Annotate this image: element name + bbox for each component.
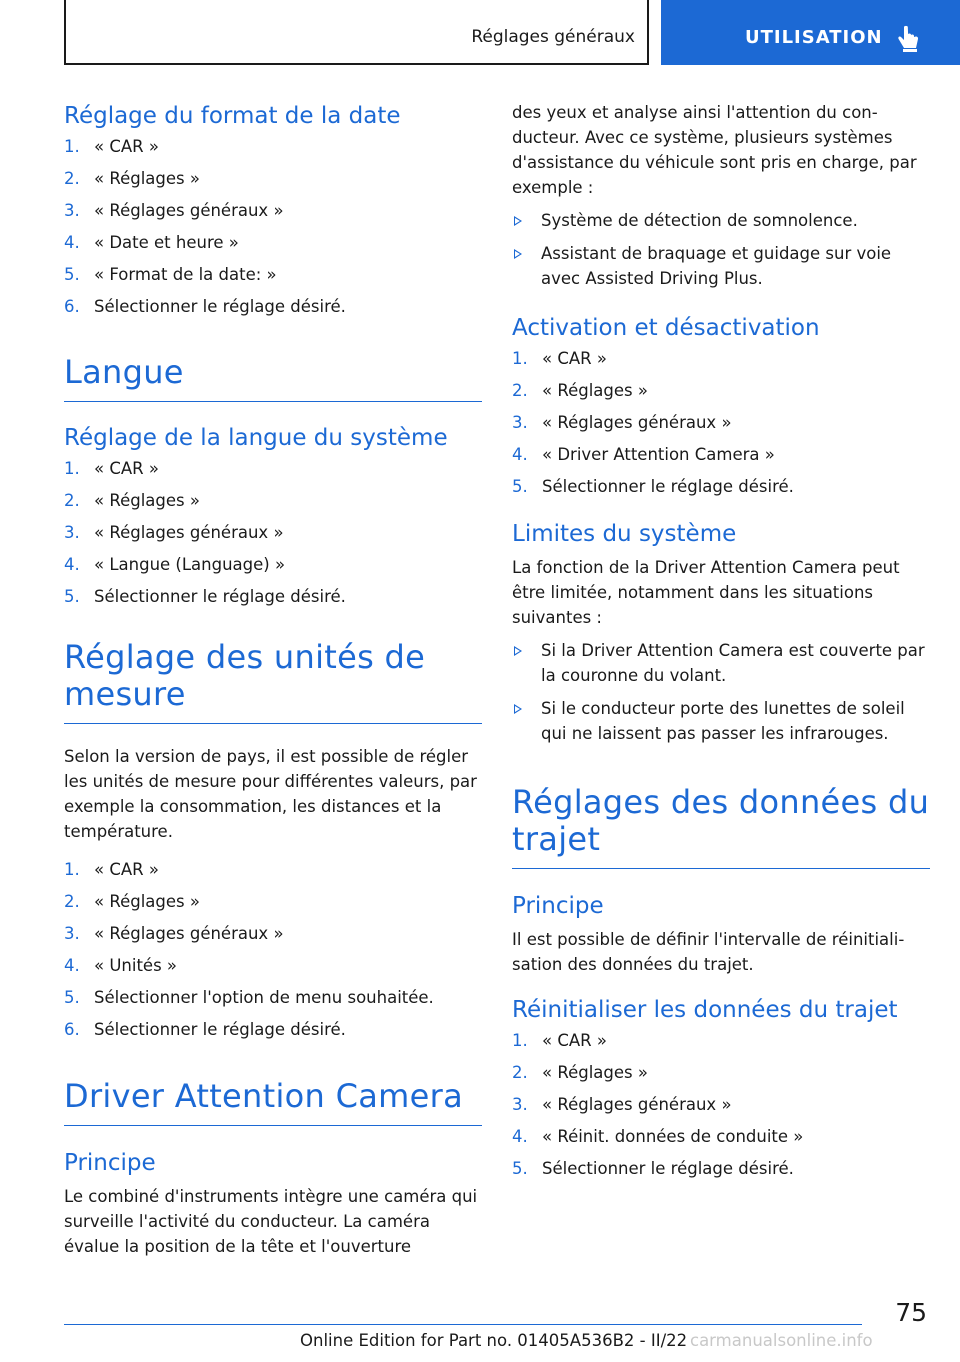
chapter-tab[interactable] [661, 0, 960, 65]
step-text: « CAR » [542, 349, 607, 368]
step-text: Sélectionner le réglage désiré. [94, 297, 346, 316]
triangle-bullet-icon [514, 704, 522, 714]
list-item [64, 886, 482, 918]
trip-data-rule [512, 868, 930, 869]
step-number: 2. [512, 1063, 528, 1082]
list-item [512, 343, 930, 375]
langue-rule [64, 401, 482, 402]
list-item [64, 195, 482, 227]
step-number: 2. [64, 491, 80, 510]
trip-data-title [512, 784, 930, 858]
step-text: « Réglages généraux » [94, 201, 284, 220]
list-item [512, 1057, 930, 1089]
section-title: Réglages généraux [471, 27, 635, 47]
hand-pointer-icon [895, 25, 921, 53]
step-number: 5. [512, 1159, 528, 1178]
driver-camera-title: Driver Attention Camera [64, 1077, 463, 1115]
date-format-heading: Réglage du format de la date [64, 103, 401, 129]
trip-data-title-line1: Réglages des données du [512, 783, 930, 821]
trip-principle-heading: Principe [512, 893, 604, 919]
watermark-text: carmanualsonline.info [690, 1331, 873, 1350]
driver-camera-rule [64, 1125, 482, 1126]
list-item [64, 227, 482, 259]
trip-reset-heading: Réinitialiser les données du trajet [512, 997, 898, 1023]
list-item [512, 1089, 930, 1121]
step-number: 5. [64, 587, 80, 606]
units-title [64, 639, 482, 713]
step-text: « Réglages » [94, 892, 200, 911]
list-item [64, 485, 482, 517]
header-section-box [64, 0, 649, 65]
list-item [512, 407, 930, 439]
footer-rule [64, 1324, 862, 1325]
units-title-line1: Réglage des unités de [64, 638, 426, 676]
step-number: 6. [64, 297, 80, 316]
step-number: 4. [64, 233, 80, 252]
step-text: « Réglages » [94, 491, 200, 510]
step-number: 6. [64, 1020, 80, 1039]
right-column [512, 96, 930, 1185]
units-rule [64, 723, 482, 724]
assist-systems-list [512, 208, 930, 291]
triangle-bullet-icon [514, 249, 522, 259]
list-item [64, 1014, 482, 1046]
step-text: « Réglages généraux » [94, 523, 284, 542]
step-number: 1. [64, 459, 80, 478]
step-number: 2. [64, 892, 80, 911]
step-text: « Réglages généraux » [94, 924, 284, 943]
list-item [64, 517, 482, 549]
bullet-item [512, 208, 930, 233]
step-number: 5. [512, 477, 528, 496]
step-text: « Réglages généraux » [542, 1095, 732, 1114]
list-item [64, 453, 482, 485]
list-item [64, 854, 482, 886]
step-text: Sélectionner le réglage désiré. [542, 477, 794, 496]
langue-steps [64, 453, 482, 613]
step-text: « CAR » [94, 459, 159, 478]
step-number: 4. [512, 1127, 528, 1146]
step-text: « Réglages » [542, 1063, 648, 1082]
list-item [512, 1121, 930, 1153]
units-steps [64, 854, 482, 1046]
step-text: « CAR » [542, 1031, 607, 1050]
limits-list [512, 638, 930, 746]
step-number: 2. [64, 169, 80, 188]
bullet-item [512, 638, 930, 688]
step-text: « Réglages » [94, 169, 200, 188]
limits-heading: Limites du système [512, 521, 737, 547]
limits-body: La fonction de la Driver Attention Camera peut être limitée, notamment dans les situations suivantes : [512, 558, 900, 627]
chapter-label: UTILISATION [745, 27, 883, 48]
edition-text: Online Edition for Part no. 01405A536B2 - II/22 [300, 1331, 688, 1350]
step-number: 3. [64, 924, 80, 943]
triangle-bullet-icon [514, 216, 522, 226]
camera-continuation: des yeux et analyse ainsi l'attention du conducteur. Avec ce système, plusieurs systèmes d'assistance du véhicule sont pris en charge, par exemple : [512, 103, 917, 197]
langue-title: Langue [64, 353, 184, 391]
step-text: « Langue (Language) » [94, 555, 286, 574]
step-text: « Réinit. données de conduite » [542, 1127, 804, 1146]
trip-principle-body: Il est possible de définir l'intervalle de réinitialisation des données du trajet. [512, 930, 905, 974]
bullet-text: Si le conducteur porte des lunettes de soleil qui ne laissent pas passer les infrarouges. [541, 699, 905, 743]
step-number: 4. [64, 555, 80, 574]
date-format-steps [64, 131, 482, 323]
step-text: Sélectionner le réglage désiré. [94, 1020, 346, 1039]
list-item [64, 918, 482, 950]
list-item [64, 549, 482, 581]
bullet-item [512, 696, 930, 746]
step-number: 3. [64, 523, 80, 542]
step-text: « Réglages généraux » [542, 413, 732, 432]
driver-camera-principle-heading: Principe [64, 1150, 156, 1176]
step-number: 4. [64, 956, 80, 975]
units-title-line2: mesure [64, 675, 186, 713]
list-item [64, 581, 482, 613]
units-body: Selon la version de pays, il est possible de régler les unités de mesure pour différentes valeurs, par exemple la consommation, les distances et la température. [64, 747, 477, 841]
list-item [64, 259, 482, 291]
left-column [64, 96, 482, 1259]
step-text: « Unités » [94, 956, 178, 975]
driver-camera-principle-body: Le combiné d'instruments intègre une caméra qui surveille l'activité du conducteur. La caméra évalue la position de la tête et l'ouverture [64, 1187, 478, 1256]
step-text: « Réglages » [542, 381, 648, 400]
step-text: Sélectionner le réglage désiré. [542, 1159, 794, 1178]
step-number: 5. [64, 988, 80, 1007]
bullet-text: Système de détection de somnolence. [541, 211, 858, 230]
step-number: 5. [64, 265, 80, 284]
trip-data-title-line2: trajet [512, 820, 601, 858]
list-item [64, 131, 482, 163]
list-item [512, 1025, 930, 1057]
page-number: 75 [895, 1298, 927, 1327]
step-text: « Driver Attention Camera » [542, 445, 775, 464]
step-text: « CAR » [94, 137, 159, 156]
bullet-text: Si la Driver Attention Camera est couverte par la couronne du volant. [541, 641, 925, 685]
trip-reset-steps [512, 1025, 930, 1185]
step-text: « Date et heure » [94, 233, 239, 252]
step-text: « Format de la date: » [94, 265, 277, 284]
step-text: Sélectionner le réglage désiré. [94, 587, 346, 606]
list-item [512, 471, 930, 503]
step-number: 3. [512, 413, 528, 432]
step-number: 1. [512, 349, 528, 368]
list-item [64, 163, 482, 195]
step-number: 1. [64, 137, 80, 156]
list-item [64, 982, 482, 1014]
step-number: 1. [64, 860, 80, 879]
step-text: Sélectionner l'option de menu souhaitée. [94, 988, 434, 1007]
step-number: 1. [512, 1031, 528, 1050]
bullet-item [512, 241, 930, 291]
activation-steps [512, 343, 930, 503]
list-item [512, 439, 930, 471]
list-item [512, 375, 930, 407]
step-number: 3. [512, 1095, 528, 1114]
step-number: 2. [512, 381, 528, 400]
bullet-text: Assistant de braquage et guidage sur voie avec Assisted Driving Plus. [541, 244, 892, 288]
triangle-bullet-icon [514, 646, 522, 656]
list-item [64, 291, 482, 323]
activation-heading: Activation et désactivation [512, 315, 820, 341]
step-number: 4. [512, 445, 528, 464]
list-item [64, 950, 482, 982]
step-number: 3. [64, 201, 80, 220]
langue-sub-heading: Réglage de la langue du système [64, 425, 448, 451]
list-item [512, 1153, 930, 1185]
step-text: « CAR » [94, 860, 159, 879]
